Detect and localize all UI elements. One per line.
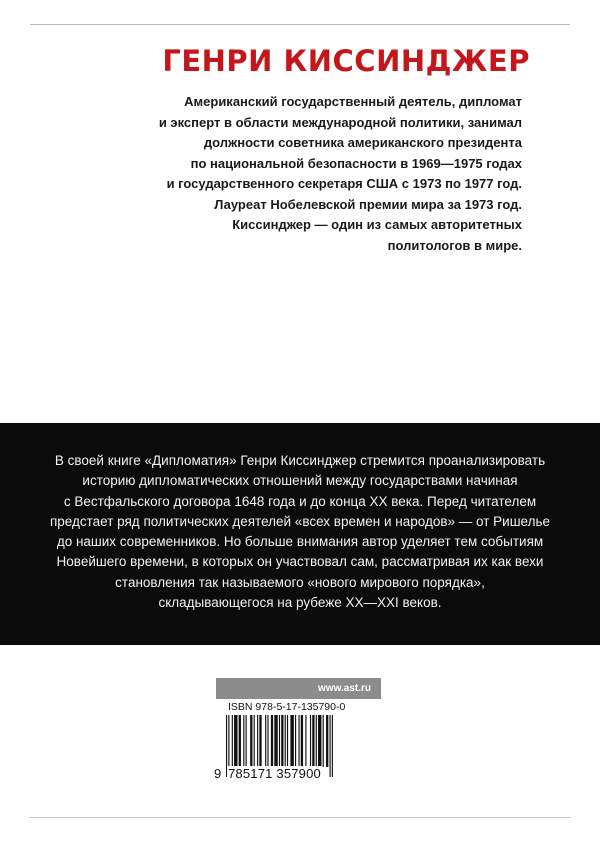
blurb-line: историю дипломатических отношений между государствами начиная — [82, 473, 518, 489]
barcode-bar — [305, 715, 306, 767]
bio-line: и эксперт в области международной политики, занимал — [158, 114, 522, 130]
author-name: ГЕНРИ КИССИНДЖЕР — [162, 44, 530, 78]
barcode-bar — [243, 715, 244, 767]
barcode-bar — [285, 715, 286, 767]
barcode-bar — [259, 715, 261, 767]
website-label: www.ast.ru — [318, 683, 371, 694]
book-blurb — [0, 451, 600, 613]
barcode-bar — [298, 715, 299, 767]
bio-line: и государственного секретаря США с 1973 по 1977 год. — [166, 176, 522, 191]
bio-line: Американский государственный деятель, дипломат — [184, 94, 522, 109]
barcode-digits: 785171 357900 — [228, 766, 321, 781]
barcode-bar — [310, 715, 311, 767]
bio-line: должности советника американского президента — [203, 135, 522, 150]
top-divider — [30, 24, 570, 25]
top-margin — [0, 0, 600, 26]
isbn-label: ISBN 978-5-17-135790-0 — [228, 701, 346, 713]
barcode-bar — [274, 715, 277, 767]
barcode-bar — [326, 715, 328, 767]
barcode-bar — [267, 715, 268, 767]
bottom-divider — [30, 817, 570, 818]
blurb-line: предстает ряд политических деятелей «всех времен и народов» — от Ришелье — [49, 513, 551, 529]
bio-line: Киссинджер — один из самых авторитетных — [232, 217, 522, 232]
barcode-bar — [332, 715, 333, 777]
publisher-website — [216, 678, 381, 699]
blurb-line: с Вестфальского договора 1648 года и до конца XX века. Перед читателем — [63, 493, 537, 509]
blurb-line: складывающегося на рубеже XX—XXI веков. — [158, 595, 442, 611]
barcode-bar — [265, 715, 266, 767]
bio-line: политологов в мире. — [387, 237, 522, 253]
bio-line: по национальной безопасности в 1969—1975 годах — [190, 155, 522, 171]
barcode-first-digit: 9 — [214, 766, 222, 781]
barcode-bar — [287, 715, 288, 767]
blurb-line: Новейшего времени, в которых он участвовал сам, рассматривая их как вехи — [56, 554, 544, 570]
barcode-bar — [312, 715, 314, 767]
barcode-bar — [295, 715, 296, 767]
barcode-bar — [246, 715, 247, 767]
barcode-bar — [318, 715, 321, 767]
barcode-bar — [330, 715, 331, 777]
blurb-line: до наших современников. Но больше внимания автор уделяет тем событиям — [56, 534, 544, 550]
barcode-bar — [232, 715, 233, 767]
barcode-bar — [301, 715, 303, 767]
barcode-bar — [239, 715, 241, 767]
blurb-line: становления так называемого «нового мирового порядка», — [115, 574, 485, 590]
author-bio — [102, 92, 522, 256]
blurb-line: В своей книге «Дипломатия» Генри Киссинджер стремится проанализировать — [54, 453, 546, 468]
barcode-bar — [323, 715, 324, 767]
barcode-bar — [234, 715, 237, 767]
barcode-bar — [254, 715, 255, 767]
barcode-bar — [290, 715, 293, 767]
barcode-bar — [250, 715, 252, 767]
barcode-bar — [316, 715, 317, 767]
bio-line: Лауреат Нобелевской премии мира за 1973 год. — [214, 196, 522, 212]
barcode-bar — [271, 715, 273, 767]
barcode-bar — [257, 715, 258, 767]
